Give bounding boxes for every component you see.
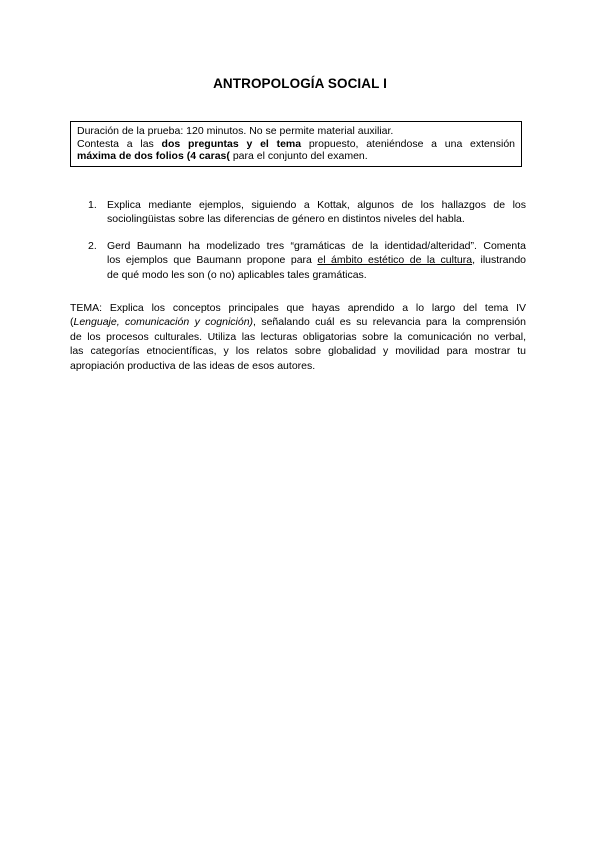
- italic-text: Lenguaje, comunicación y cognición): [73, 316, 254, 329]
- question-text-line: Gerd Baumann ha modelizado tres “gramáticas de la identidad/alteridad”. Comenta: [107, 239, 526, 252]
- underlined-text: el ámbito estético de la cultura: [317, 254, 473, 267]
- tema-text: , señalando cuál es su relevancia para la comprensión: [253, 316, 526, 329]
- question-number: 1.: [88, 199, 97, 211]
- tema-text-line: de los procesos culturales. Utiliza las lecturas obligatorias sobre la comunicación no verbal,: [70, 330, 526, 343]
- page-title: ANTROPOLOGÍA SOCIAL I: [213, 76, 387, 91]
- tema-text-line: apropiación productiva de las ideas de esos autores.: [70, 359, 316, 372]
- instructions-text: Contesta a las: [77, 137, 162, 150]
- instructions-box: [70, 121, 522, 167]
- instructions-duration: Duración de la prueba: 120 minutos. No se permite material auxiliar.: [77, 125, 394, 137]
- question-text-line: [107, 253, 526, 267]
- tema-text-line: las categorías etnocientíficas, y los relatos sobre globalidad y movilidad para mostrar tu: [70, 345, 526, 358]
- question-text-line: de qué modo les son (o no) aplicables tales gramáticas.: [107, 268, 367, 281]
- question-text-line: Explica mediante ejemplos, siguiendo a Kottak, algunos de los hallazgos de los: [107, 199, 526, 211]
- question-number: 2.: [88, 239, 97, 252]
- questions-list: [70, 198, 526, 294]
- instructions-text: para el conjunto del examen.: [229, 150, 368, 163]
- tema-text: (: [70, 316, 74, 329]
- instructions-answer-line: [77, 138, 515, 151]
- tema-paragraph: [70, 301, 526, 373]
- question-text: los ejemplos que Baumann propone para: [107, 254, 318, 267]
- question-text-line: sociolingüistas sobre las diferencias de género en distintos niveles del habla.: [107, 213, 465, 226]
- question-text: , ilustrando: [472, 254, 527, 267]
- instructions-bold-text: máxima de dos folios (4 caras(: [77, 150, 230, 163]
- instructions-bold-text: dos preguntas y el tema: [161, 137, 302, 150]
- question-item: [70, 198, 526, 227]
- tema-text-line: TEMA: Explica los conceptos principales que hayas aprendido a lo largo del tema IV: [70, 302, 526, 314]
- tema-text-line: [70, 315, 526, 329]
- instructions-text: propuesto, ateniéndose a una extensión: [301, 137, 515, 150]
- question-item: [70, 239, 526, 282]
- instructions-extension-line: [77, 150, 515, 163]
